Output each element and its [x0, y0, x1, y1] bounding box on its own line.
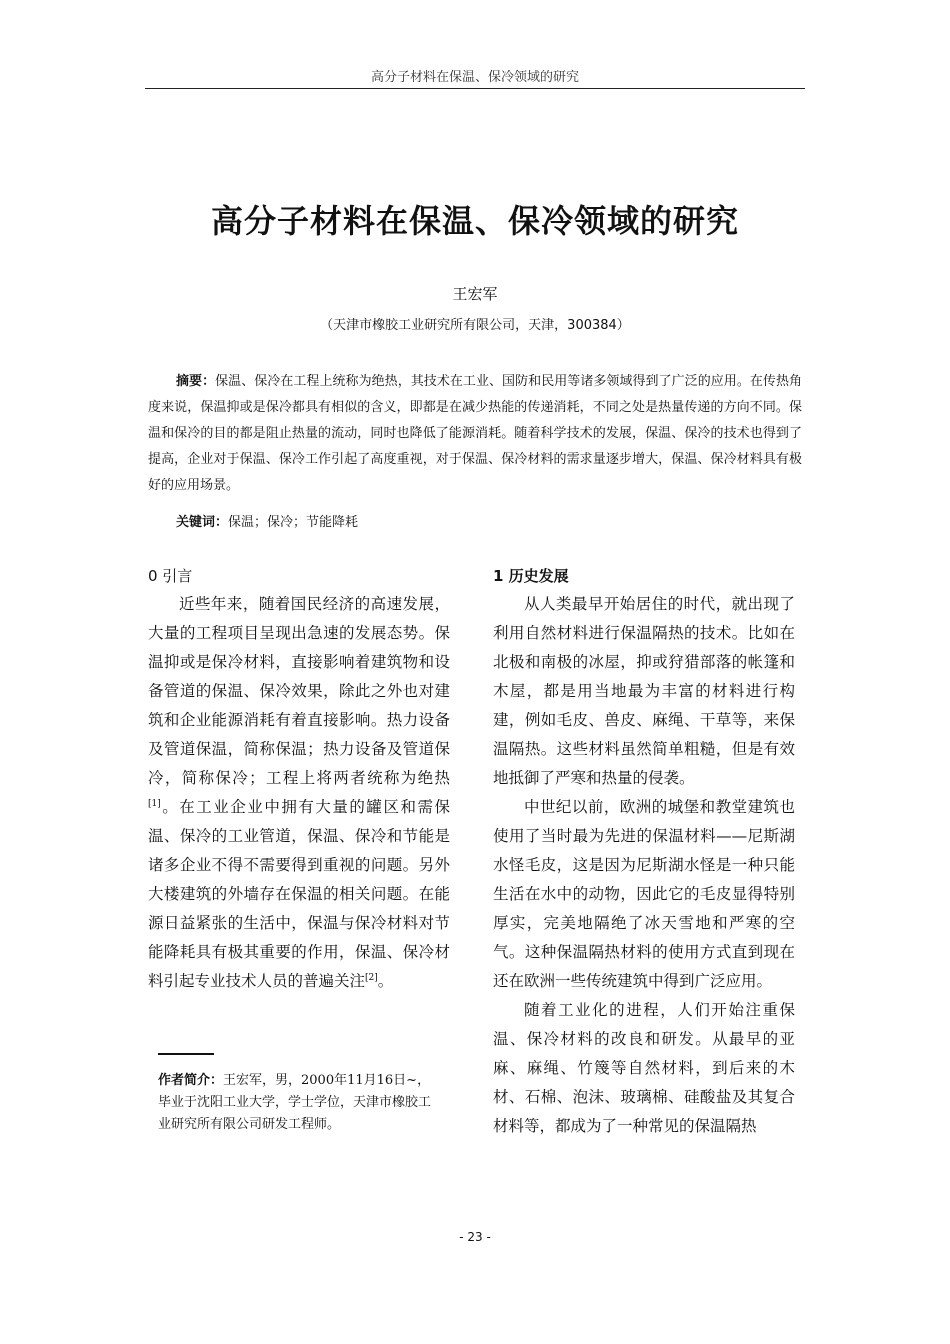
abstract	[148, 369, 802, 499]
citation-ref-2: [2]	[365, 972, 378, 983]
abstract-label: 摘要：	[176, 374, 216, 389]
author-name: 王宏军	[452, 285, 498, 303]
introduction-paragraph	[148, 590, 450, 996]
intro-text-a: 近些年来，随着国民经济的高速发展，大量的工程项目呈现出急速的发展态势。保温抑或是保冷材料，直接影响着建筑物和设备管道的保温、保冷效果，除此之外也对建筑和企业能源消耗有着直接影响。热力设备及管道保温，简称保温；热力设备及管道保冷，简称保冷；工程上将两者统称为绝热	[148, 595, 450, 787]
article-title: 高分子材料在保温、保冷领域的研究	[210, 202, 739, 240]
keywords	[176, 510, 358, 536]
author-bio-footnote	[158, 1070, 438, 1136]
history-paragraph-3: 随着工业化的进程，人们开始注重保温、保冷材料的改良和研发。从最早的亚麻、麻绳、竹篾等自然材料，到后来的木材、石棉、泡沫、玻璃棉、硅酸盐及其复合材料等，都成为了一种常见的保温隔热	[493, 1001, 795, 1135]
section-heading-history: 1 历史发展	[493, 567, 569, 585]
keywords-label: 关键词：	[176, 515, 229, 530]
right-column	[493, 564, 795, 1141]
running-header: 高分子材料在保温、保冷领域的研究	[370, 70, 579, 85]
abstract-text: 保温、保冷在工程上统称为绝热，其技术在工业、国防和民用等诸多领域得到了广泛的应用。在传热角度来说，保温抑或是保冷都具有相似的含义，即都是在减少热能的传递消耗，不同之处是热量传递的方向不同。保温和保冷的目的都是阻止热量的流动，同时也降低了能源消耗。随着科学技术的发展，保温、保冷的技术也得到了提高，企业对于保温、保冷工作引起了高度重视，对于保温、保冷材料的需求量逐步增大，保温、保冷材料具有极好的应用场景。	[148, 374, 802, 493]
footnote-rule	[158, 1053, 214, 1055]
intro-text-b: 。在工业企业中拥有大量的罐区和需保温、保冷的工业管道，保温、保冷和节能是诸多企业不得不需要得到重视的问题。另外大楼建筑的外墙存在保温的相关问题。在能源日益紧张的生活中，保温与保冷材料对节能降耗具有极其重要的作用，保温、保冷材料引起专业技术人员的普遍关注	[148, 798, 450, 990]
footnote-label: 作者简介：	[158, 1073, 224, 1088]
author-affiliation: （天津市橡胶工业研究所有限公司，天津，300384）	[320, 318, 630, 333]
page-number: - 23 -	[459, 1230, 491, 1244]
intro-text-c: 。	[377, 972, 394, 990]
left-column	[148, 564, 450, 996]
citation-ref-1: [1]	[148, 798, 161, 809]
header-rule	[145, 88, 805, 89]
footnote-text: 王宏军，男，2000年11月16日~，毕业于沈阳工业大学，学士学位，天津市橡胶工业研究所有限公司研发工程师。	[158, 1073, 432, 1132]
keywords-text: 保温；保冷；节能降耗	[228, 515, 359, 530]
history-paragraph-2: 中世纪以前，欧洲的城堡和教堂建筑也使用了当时最为先进的保温材料——尼斯湖水怪毛皮，这是因为尼斯湖水怪是一种只能生活在水中的动物，因此它的毛皮显得特别厚实，完美地隔绝了冰天雪地和严寒的空气。这种保温隔热材料的使用方式直到现在还在欧洲一些传统建筑中得到广泛应用。	[493, 798, 795, 990]
section-heading-introduction: 0 引言	[148, 567, 193, 585]
history-paragraph-1: 从人类最早开始居住的时代，就出现了利用自然材料进行保温隔热的技术。比如在北极和南极的冰屋，抑或狩猎部落的帐篷和木屋，都是用当地最为丰富的材料进行构建，例如毛皮、兽皮、麻绳、干草等，来保温隔热。这些材料虽然简单粗糙，但是有效地抵御了严寒和热量的侵袭。	[493, 595, 795, 787]
